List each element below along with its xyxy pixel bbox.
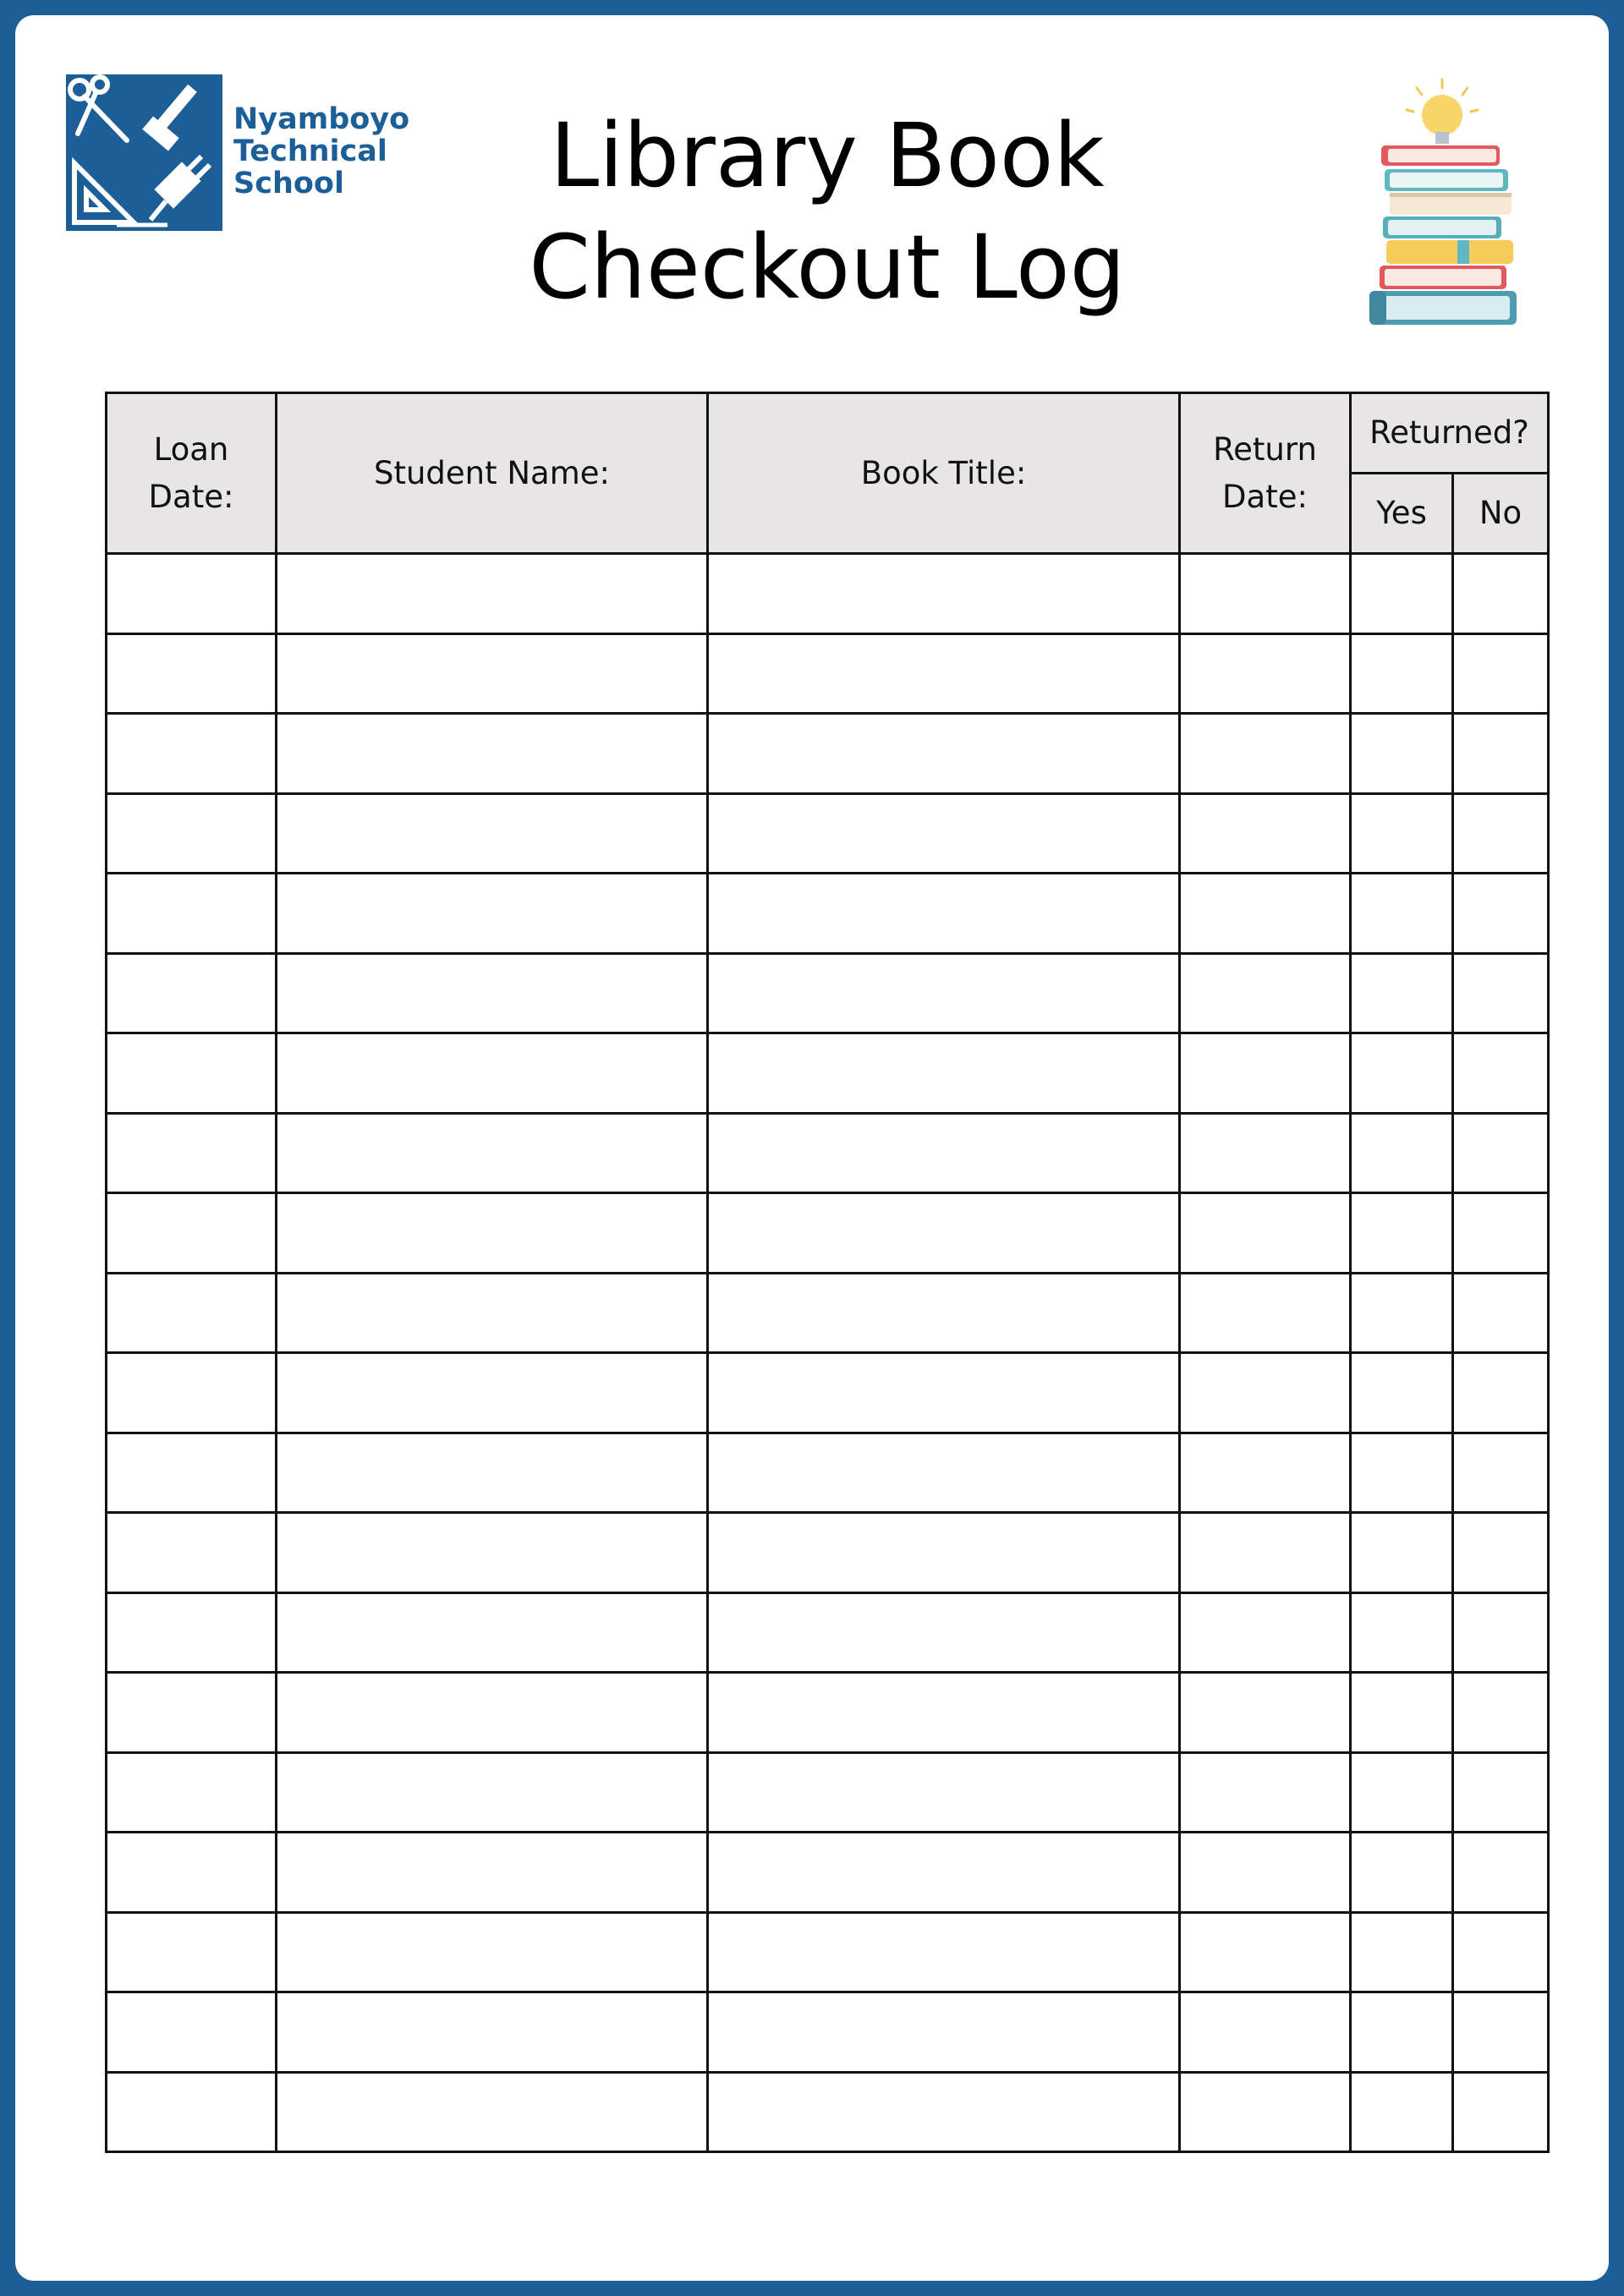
returned-no-cell[interactable] [1453,714,1549,794]
table-row [107,1592,1549,1673]
book-title-cell[interactable] [708,1592,1180,1673]
table-row [107,1113,1549,1193]
checkout-log-sheet [15,15,1609,2281]
return-date-cell[interactable] [1180,1033,1351,1114]
student-name-cell[interactable] [277,714,708,794]
student-name-cell[interactable] [277,1673,708,1753]
returned-no-cell[interactable] [1453,793,1549,874]
returned-no-cell[interactable] [1453,1592,1549,1673]
returned-no-cell[interactable] [1453,1833,1549,1913]
table-row [107,1033,1549,1114]
returned-yes-cell[interactable] [1351,1992,1453,2073]
loan-date-cell[interactable] [107,714,277,794]
return-date-cell[interactable] [1180,1193,1351,1274]
book-title-cell[interactable] [708,633,1180,714]
student-name-cell[interactable] [277,1033,708,1114]
book-title-cell[interactable] [708,1113,1180,1193]
student-name-cell[interactable] [277,1193,708,1274]
header-text: Date: [1222,478,1308,515]
loan-date-cell[interactable] [107,1113,277,1193]
loan-date-cell[interactable] [107,1193,277,1274]
returned-yes-cell[interactable] [1351,1353,1453,1433]
return-date-cell[interactable] [1180,1912,1351,1992]
student-name-cell[interactable] [277,874,708,954]
returned-no-cell[interactable] [1453,554,1549,634]
loan-date-cell[interactable] [107,1033,277,1114]
header-text: Loan [153,430,229,468]
table-row [107,1513,1549,1593]
table-row [107,554,1549,634]
student-name-cell[interactable] [277,1992,708,2073]
loan-date-cell[interactable] [107,953,277,1033]
book-title-cell[interactable] [708,1033,1180,1114]
book-title-cell[interactable] [708,874,1180,954]
table-row [107,1353,1549,1433]
student-name-cell[interactable] [277,953,708,1033]
header-return-date [1180,393,1351,554]
table-row [107,1752,1549,1833]
header-yes: Yes [1351,474,1453,554]
returned-yes-cell[interactable] [1351,2072,1453,2152]
school-name-line: School [233,167,344,200]
returned-yes-cell[interactable] [1351,874,1453,954]
book-title-cell[interactable] [708,1273,1180,1353]
returned-yes-cell[interactable] [1351,1673,1453,1753]
book-title-cell[interactable] [708,2072,1180,2152]
table-row [107,793,1549,874]
book-title-cell[interactable] [708,1752,1180,1833]
return-date-cell[interactable] [1180,793,1351,874]
returned-yes-cell[interactable] [1351,1912,1453,1992]
table-row [107,1273,1549,1353]
header-book-title: Book Title: [708,393,1180,554]
student-name-cell[interactable] [277,633,708,714]
return-date-cell[interactable] [1180,1273,1351,1353]
table-row [107,874,1549,954]
student-name-cell[interactable] [277,1273,708,1353]
return-date-cell[interactable] [1180,2072,1351,2152]
loan-date-cell[interactable] [107,1912,277,1992]
book-stack-icon [1364,76,1525,330]
return-date-cell[interactable] [1180,874,1351,954]
student-name-cell[interactable] [277,1912,708,1992]
table-row [107,1833,1549,1913]
header-loan-date [107,393,277,554]
table-body [107,554,1549,2152]
loan-date-cell[interactable] [107,633,277,714]
returned-no-cell[interactable] [1453,1513,1549,1593]
table-row [107,714,1549,794]
loan-date-cell[interactable] [107,1353,277,1433]
header-text: Return [1213,430,1317,468]
table-row [107,2072,1549,2152]
book-title-cell[interactable] [708,1992,1180,2073]
table-row [107,1673,1549,1753]
returned-no-cell[interactable] [1453,1353,1549,1433]
header-text: Date: [148,478,234,515]
book-title-cell[interactable] [708,1513,1180,1593]
returned-no-cell[interactable] [1453,1912,1549,1992]
return-date-cell[interactable] [1180,953,1351,1033]
returned-yes-cell[interactable] [1351,1592,1453,1673]
loan-date-cell[interactable] [107,1433,277,1513]
loan-date-cell[interactable] [107,1513,277,1593]
returned-yes-cell[interactable] [1351,1033,1453,1114]
title-line: Library Book [550,104,1105,207]
student-name-cell[interactable] [277,1752,708,1833]
returned-yes-cell[interactable] [1351,633,1453,714]
school-name-line: Nyamboyo [233,102,410,136]
returned-yes-cell[interactable] [1351,1513,1453,1593]
returned-yes-cell[interactable] [1351,1193,1453,1274]
return-date-cell[interactable] [1180,1513,1351,1593]
returned-yes-cell[interactable] [1351,793,1453,874]
table-row [107,953,1549,1033]
book-title-cell[interactable] [708,1673,1180,1753]
loan-date-cell[interactable] [107,1833,277,1913]
school-logo-icon [66,74,222,231]
header-returned: Returned? [1351,393,1549,474]
returned-no-cell[interactable] [1453,1752,1549,1833]
return-date-cell[interactable] [1180,1113,1351,1193]
returned-yes-cell[interactable] [1351,1273,1453,1353]
returned-no-cell[interactable] [1453,633,1549,714]
student-name-cell[interactable] [277,1833,708,1913]
book-title-cell[interactable] [708,554,1180,634]
school-logo [66,74,410,231]
returned-yes-cell[interactable] [1351,1752,1453,1833]
school-name-line: Technical [233,134,387,168]
student-name-cell[interactable] [277,1513,708,1593]
returned-yes-cell[interactable] [1351,554,1453,634]
return-date-cell[interactable] [1180,1673,1351,1753]
returned-no-cell[interactable] [1453,1273,1549,1353]
returned-yes-cell[interactable] [1351,1833,1453,1913]
table-row [107,633,1549,714]
page-title [489,100,1166,323]
returned-no-cell[interactable] [1453,1992,1549,2073]
book-title-cell[interactable] [708,1353,1180,1433]
loan-date-cell[interactable] [107,554,277,634]
student-name-cell[interactable] [277,1433,708,1513]
school-name [233,103,409,200]
table-row [107,1912,1549,1992]
checkout-log-table [105,392,1550,2153]
returned-yes-cell[interactable] [1351,953,1453,1033]
header-no: No [1453,474,1549,554]
returned-yes-cell[interactable] [1351,1113,1453,1193]
book-title-cell[interactable] [708,1833,1180,1913]
student-name-cell[interactable] [277,793,708,874]
lightbulb-icon [1407,79,1478,144]
header-student-name: Student Name: [277,393,708,554]
loan-date-cell[interactable] [107,1752,277,1833]
return-date-cell[interactable] [1180,1592,1351,1673]
loan-date-cell[interactable] [107,874,277,954]
student-name-cell[interactable] [277,1113,708,1193]
returned-no-cell[interactable] [1453,1113,1549,1193]
book-title-cell[interactable] [708,793,1180,874]
book-title-cell[interactable] [708,1433,1180,1513]
return-date-cell[interactable] [1180,714,1351,794]
returned-no-cell[interactable] [1453,953,1549,1033]
loan-date-cell[interactable] [107,1673,277,1753]
loan-date-cell[interactable] [107,1273,277,1353]
student-name-cell[interactable] [277,2072,708,2152]
student-name-cell[interactable] [277,554,708,634]
book-title-cell[interactable] [708,714,1180,794]
returned-no-cell[interactable] [1453,1193,1549,1274]
table-row [107,1433,1549,1513]
return-date-cell[interactable] [1180,1353,1351,1433]
loan-date-cell[interactable] [107,1992,277,2073]
table-row [107,1193,1549,1274]
returned-no-cell[interactable] [1453,1673,1549,1753]
return-date-cell[interactable] [1180,554,1351,634]
returned-no-cell[interactable] [1453,874,1549,954]
student-name-cell[interactable] [277,1353,708,1433]
return-date-cell[interactable] [1180,1992,1351,2073]
return-date-cell[interactable] [1180,633,1351,714]
loan-date-cell[interactable] [107,2072,277,2152]
returned-no-cell[interactable] [1453,1433,1549,1513]
returned-no-cell[interactable] [1453,2072,1549,2152]
returned-yes-cell[interactable] [1351,1433,1453,1513]
returned-yes-cell[interactable] [1351,714,1453,794]
return-date-cell[interactable] [1180,1833,1351,1913]
book-title-cell[interactable] [708,1912,1180,1992]
student-name-cell[interactable] [277,1592,708,1673]
book-title-cell[interactable] [708,1193,1180,1274]
return-date-cell[interactable] [1180,1433,1351,1513]
book-title-cell[interactable] [708,953,1180,1033]
loan-date-cell[interactable] [107,793,277,874]
title-line: Checkout Log [529,216,1126,319]
returned-no-cell[interactable] [1453,1033,1549,1114]
loan-date-cell[interactable] [107,1592,277,1673]
table-row [107,1992,1549,2073]
return-date-cell[interactable] [1180,1752,1351,1833]
